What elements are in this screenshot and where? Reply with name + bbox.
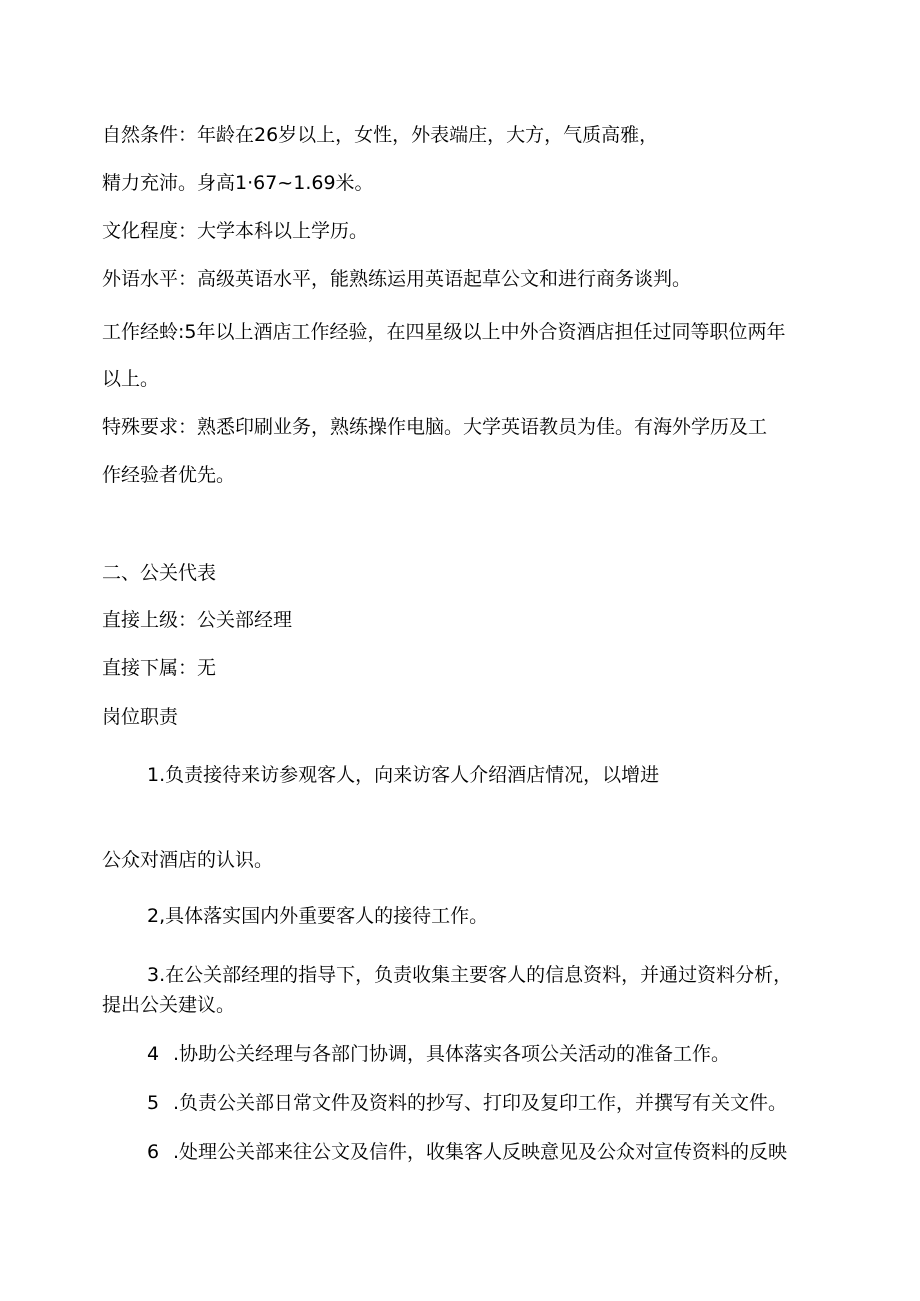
duty-1-line-1: 1.负责接待来访参观客人，向来访客人介绍酒店情况，以增进	[147, 764, 660, 786]
duty-3-line-1: 3.在公关部经理的指导下，负责收集主要客人的信息资料，并通过资料分析，	[147, 964, 793, 986]
duty-4-text: .协助公关经理与各部门协调，具体落实各项公关活动的准备工作。	[173, 1043, 731, 1065]
duty-4-line	[147, 1041, 730, 1067]
duty-4-number: 4	[147, 1043, 160, 1065]
foreign-language-line: 外语水平：高级英语水平，能熟练运用英语起草公文和进行商务谈判。	[102, 268, 692, 290]
education-line: 文化程度：大学本科以上学历。	[102, 220, 369, 242]
duty-2-line: 2,具体落实国内外重要客人的接待工作。	[147, 905, 489, 927]
duty-5-text: .负责公关部日常文件及资料的抄写、打印及复印工作，并撰写有关文件。	[173, 1092, 788, 1114]
duty-5-number: 5	[147, 1092, 160, 1114]
special-requirements-line-2: 作经验者优先。	[102, 464, 236, 486]
duty-1-line-2: 公众对酒店的认识。	[102, 849, 274, 871]
natural-conditions-line-1: 自然条件：年龄在26岁以上，女性，外表端庄，大方，气质高雅，	[102, 124, 659, 146]
duty-3-line-2: 提出公关建议。	[102, 994, 236, 1016]
duty-6-number: 6	[147, 1141, 160, 1163]
duty-6-text: .处理公关部来往公文及信件，收集客人反映意见及公众对宣传资料的反映	[173, 1141, 788, 1163]
natural-conditions-line-2: 精力充沛。身高1·67~1.69米。	[102, 172, 374, 194]
section-title: 二、公关代表	[102, 562, 217, 584]
work-experience-line-2: 以上。	[102, 368, 160, 390]
duty-6-line	[147, 1139, 787, 1165]
special-requirements-line-1: 特殊要求：熟悉印刷业务，熟练操作电脑。大学英语教员为佳。有海外学历及工	[102, 416, 768, 438]
work-experience-line-1: 工作经蛉:5年以上酒店工作经验，在四星级以上中外合资酒店担任过同等职位两年	[102, 321, 786, 343]
direct-subordinate-line: 直接下属：无	[102, 657, 217, 679]
duty-5-line	[147, 1090, 787, 1116]
direct-superior-line: 直接上级：公关部经理	[102, 609, 293, 631]
duties-heading: 岗位职责	[102, 706, 179, 728]
